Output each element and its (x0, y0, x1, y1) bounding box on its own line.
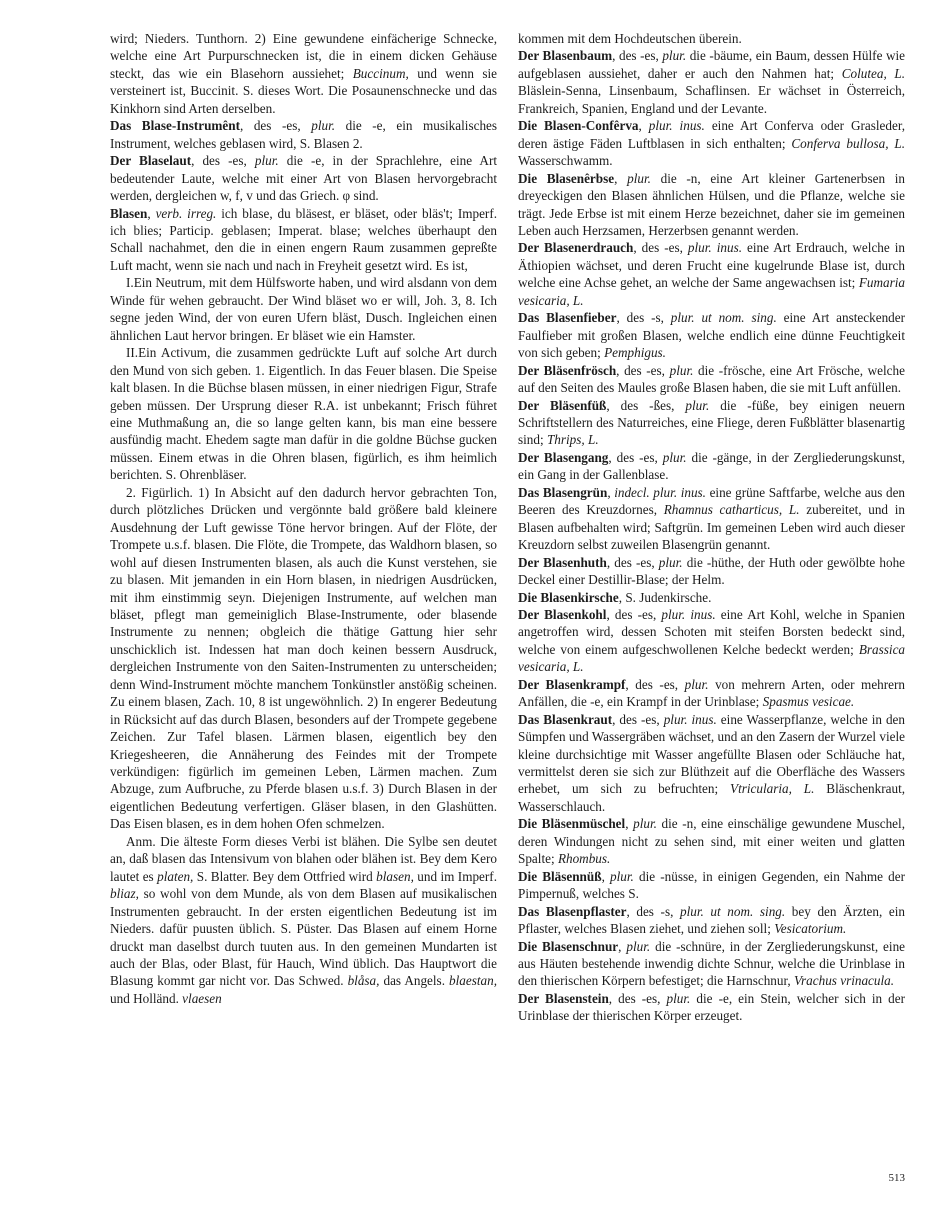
entry-blasenmuschel: Die Bläsenmüschel, plur. die -n, eine einschälige gewundene Muschel, deren Windungen nicht zu sehen sind, mit einer weiten und glatten Spalte; Rhombus. (518, 816, 905, 867)
entry-blasenkirsche: Die Blasenkirsche, S. Judenkirsche. (518, 589, 712, 605)
entry-blasenpflaster: Das Blasenpflaster, des -s, plur. ut nom. sing. bey den Ärzten, ein Pflaster, welches Blasen ziehet, und ziehen soll; Vesicatorium. (518, 903, 905, 937)
headword: Die Blasenkirsche (518, 589, 619, 605)
entry-blasenkohl: Der Blasenkohl, des -es, plur. inus. eine Art Kohl, welche in Spanien angetroffen wird, dessen Schoten mit steifen Borsten bedeckt sind, welche von einem aufgeschwollenen Kelche bedeckt werden; Brassica vesicaria, L. (518, 606, 906, 675)
entry-blasengang: Der Blasengang, des -es, plur. die -gänge, in der Zergliederungskunst, ein Gang in der Gallenblase. (518, 449, 905, 483)
entry-continuation: kommen mit dem Hochdeutschen überein. (518, 31, 742, 46)
entry-blasenstein: Der Blasenstein, des -es, plur. die -e, ein Stein, welcher sich in der Urinblase der thierischen Körper erzeuget. (518, 990, 906, 1024)
headword: Der Blasenkrampf (518, 676, 626, 692)
entry-blasen-conferva: Die Blasen-Confêrva, plur. inus. eine Art Conferva oder Grasleder, deren ästige Fäden Luftblasen in sich enthalten; Conferva bullosa, L. Wasserschwamm. (518, 118, 906, 169)
headword: Der Blasenhuth (518, 554, 607, 570)
entry-blasenkrampf: Der Blasenkrampf, des -es, plur. von mehrern Arten, oder mehrern Anfällen, die -e, ein Krampf in der Urinblase; Spasmus vesicae. (518, 676, 905, 710)
entry-blasenkraut: Das Blasenkraut, des -es, plur. inus. eine Wasserpflanze, welche in den Sümpfen und Wassergräben wächset, und an den Zasern der Wurzel viele kleine durchsichtige mit Wasser angefüllte Blasen oder Schläuche hat, vermittelst deren sie sich zur Blüthzeit auf die Oberfläche des Wassers erhebet, um sich zu befruchten; Vtricularia, L. Bläschenkraut, Wasserschlauch. (518, 711, 906, 814)
headword: Die Blasenschnur (518, 938, 619, 954)
right-column (518, 30, 905, 1025)
blasen-annotation: Anm. Die älteste Form dieses Verbi ist blähen. Die Sylbe sen deutet an, daß blasen das Intensivum von blahen oder blähen ist. Bey dem Kero lautet es platen, S. Blatter. Bey dem Ottfried wird blasen, und im Imperf. bliaz, so wohl von dem Munde, als von dem Blasen auf musikalischen Instrumenten gebraucht. In der ersten eigentlichen Bedeutung ist im Nieders. dafür puusten üblich. S. Püster. Das Blasen auf einem Horne druckt man daselbst durch tuuten aus. In den gemeinen Mundarten ist auch der Blas, oder Blast, für Hauch, Wind üblich. Das Hauptwort die Blasung kommt gar nicht vor. Das Schwed. blåsa, das Angels. blaestan, und Holländ. vlaesen (110, 833, 498, 1006)
headword: Das Blase-Instrumênt (110, 118, 240, 134)
headword: Blasen (110, 205, 148, 221)
entry-blaselaut: Der Blaselaut, des -es, plur. die -e, in der Sprachlehre, eine Art bedeutender Laute, welche mit einer Art von Blasen hervorgebracht werden, dergleichen w, f, v und das Griech. φ sind. (110, 153, 498, 204)
left-column (110, 30, 497, 1007)
headword: Die Bläsennüß (518, 868, 602, 884)
entry-blasenfuss: Der Bläsenfüß, des -ßes, plur. die -füße, bey einigen neuern Schriftstellern des Naturreiches, eine Fliege, deren Fußblätter blasenartig sind; Thrips, L. (518, 397, 906, 448)
entry-continuation: wird; Nieders. Tunthorn. 2) Eine gewundene einfächerige Schnecke, welche eine Art Purpurschnecken ist, die in einem dicken Gehäuse steckt, das wie ein Blasehorn aussiehet; Buccinum, und wenn sie versteinert ist, Buccinit. S. dieses Wort. Die Posaunenschnecke und das Kinkhorn sind Arten derselben. (110, 31, 498, 116)
entry-blasenfrosch: Der Bläsenfrösch, des -es, plur. die -frösche, eine Art Frösche, welche auf den Seiten des Maules große Blasen haben, die sie mit Luft anfüllen. (518, 362, 905, 396)
headword: Der Blasengang (518, 449, 609, 465)
entry-blase-instrument: Das Blase-Instrumênt, des -es, plur. die -e, ein musikalisches Instrument, welches geblasen wird, S. Blasen 2. (110, 118, 498, 151)
headword: Das Blasenpflaster (518, 903, 627, 919)
entry-blasenhuth: Der Blasenhuth, des -es, plur. die -hüthe, der Huth oder gewölbte hohe Deckel einer Destillir-Blase; der Helm. (518, 554, 906, 588)
entry-blasenfieber: Das Blasenfieber, des -s, plur. ut nom. sing. eine Art ansteckender Faulfieber mit großen Blasen, welche endlich eine dünne Feuchtigkeit von sich geben; Pemphigus. (518, 310, 906, 361)
headword: Die Blasenêrbse (518, 170, 615, 186)
headword: Der Blasenkohl (518, 606, 607, 622)
headword: Der Blasenstein (518, 990, 609, 1006)
headword: Die Blasen-Confêrva (518, 118, 639, 134)
headword: Der Bläsenfüß (518, 397, 607, 413)
entry-blasennuss: Die Bläsennüß, plur. die -nüsse, in einigen Gegenden, ein Nahme der Pimpernuß, welches S. (518, 868, 906, 902)
entry-blasenerdrauch: Der Blasenerdrauch, des -es, plur. inus. eine Art Erdrauch, welche in Äthiopien wächset, und deren Frucht eine kugelrunde Blase ist, durch welche eine Achse gehet, an welche der Same angewachsen ist; Fumaria vesicaria, L. (518, 240, 906, 308)
entry-blasen: Blasen, verb. irreg. ich blase, du bläsest, er bläset, oder bläs't; Imperf. ich blies; Particip. geblasen; Imperat. blase; welches überhaupt den Schall nachahmet, den die in einen engern Raum zusammen gepreßte Luft macht, wenn sie nach und nach in Freyheit gesetzt wird. Es ist, (110, 205, 498, 273)
headword: Das Blasengrün (518, 484, 608, 500)
headword: Das Blasenfieber (518, 310, 617, 326)
entry-blasenerbse: Die Blasenêrbse, plur. die -n, eine Art kleiner Gartenerbsen in dreyeckigen den Blasen ähnlichen Hülsen, und die Pflanze, welche sie trägt. Jede Erbse ist mit einem Herze bezeichnet, daher sie im gemeinen Leben auch Herzsamen, Herzerbsen genannt werden. (518, 170, 905, 238)
headword: Der Blasenbaum (518, 48, 613, 64)
headword: Der Blasenerdrauch (518, 240, 634, 256)
headword: Der Blaselaut (110, 153, 192, 169)
entry-blasengruen: Das Blasengrün, indecl. plur. inus. eine grüne Saftfarbe, welche aus den Beeren des Kreuzdornes, Rhamnus catharticus, L. zubereitet, und in Blasen aufbehalten wird; Saftgrün. Im gemeinen Leben wird auch dieser Kreuzdorn selbst zuweilen Blasengrün genannt. (518, 484, 906, 553)
headword: Der Bläsenfrösch (518, 362, 617, 378)
blasen-sense-figurative: 2. Figürlich. 1) In Absicht auf den dadurch hervor gebrachten Ton, durch plötzliches Drücken und vergönnte bald größere bald kleinere Ausdehnung der Luft gewisse Töne hervor bringen. Auf der Flöte, der Trompete u.s.f. blasen. Die Flöte, die Trompete, das Waldhorn blasen, so wohl auf diesen Instrumenten blasen, als auch die Kunst verstehen, sie zu blasen. Mit jemanden in ein Horn blasen, in niedrigen Ausdrücken, mit ihm einstimmig seyn. Diejenigen Instrumente, auf welchen man bläset, pflegt man gemeiniglich Blase-Instrumente, oder blasende Instrumente zu nennen; obgleich die thätige Gattung hier sehr unschicklich ist. Indessen hat man doch keinen bessern Ausdruck, dergleichen Instrumente von den Saiten-Instrumenten zu unterscheiden; denn Wind-Instrument möchte manchem Tonkünstler anstößig scheinen. Zu einem blasen, Zach. 10, 8 ist ungewöhnlich. 2) In engerer Bedeutung in Rücksicht auf das durch Blasen, besonders auf der Trompete gegebene Zeichen. Zur Tafel blasen. Lärmen blasen, eigentlich bey den Kriegesheeren, die Annäherung des Feindes mit der Trompete verkündigen: figürlich im gemeinen Leben, Lärmen machen. Zum Abzuge, zum Aufbruche, zu Pferde blasen u.s.f. 3) Durch Blasen in der eigentlichen Bedeutung verfertigen. Gläser blasen, in den Glashütten. Das Eisen blasen, es in dem hohen Ofen schmelzen. (110, 484, 497, 832)
blasen-sense-activum: II.Ein Activum, die zusammen gedrückte Luft auf solche Art durch den Mund von sich geben. 1. Eigentlich. In das Feuer blasen. Die Speise kalt blasen. In die Büchse blasen müssen, in einer niedrigen Figur, Strafe geben müssen. Der Ursprung dieser R.A. ist unbekannt; Frisch führet eine Muthmaßung an, die so lange gelten kann, bis man eine bessere ausfündig macht. Ehedem sagte man dafür in die goldne Büchse gucken müssen. Einem etwas in die Ohren blasen, figürlich, es ihm heimlich berichten. S. Ohrenbläser. (110, 345, 497, 483)
blasen-sense-neutrum: I.Ein Neutrum, mit dem Hülfsworte haben, und wird alsdann von dem Winde für wehen gebraucht. Der Wind bläset wo er will, Joh. 3, 8. Ich segne jeden Wind, der von euren Ufern bläst, Dusch. Ingleichen einen ähnlichen Laut hervor bringen. Er bläset wie ein Hamster. (110, 275, 497, 343)
entry-blasenbaum: Der Blasenbaum, des -es, plur. die -bäume, ein Baum, dessen Hülfe wie aufgeblasen aussiehet, daher er auch den Nahmen hat; Colutea, L. Bläslein-Senna, Linsenbaum, Schaflinsen. Er wächset in Österreich, Frankreich, Spanien, England und der Levante. (518, 48, 906, 116)
headword: Das Blasenkraut (518, 711, 613, 727)
entry-blasenschnur: Die Blasenschnur, plur. die -schnüre, in der Zergliederungskunst, eine aus Häuten bestehende inwendig dichte Schnur, welche die Urinblase in den thierischen Körpern befestiget; die Harnschnur, Vrachus vrinacula. (518, 938, 906, 989)
page-number: 513 (888, 1172, 905, 1184)
headword: Die Bläsenmüschel (518, 816, 626, 832)
